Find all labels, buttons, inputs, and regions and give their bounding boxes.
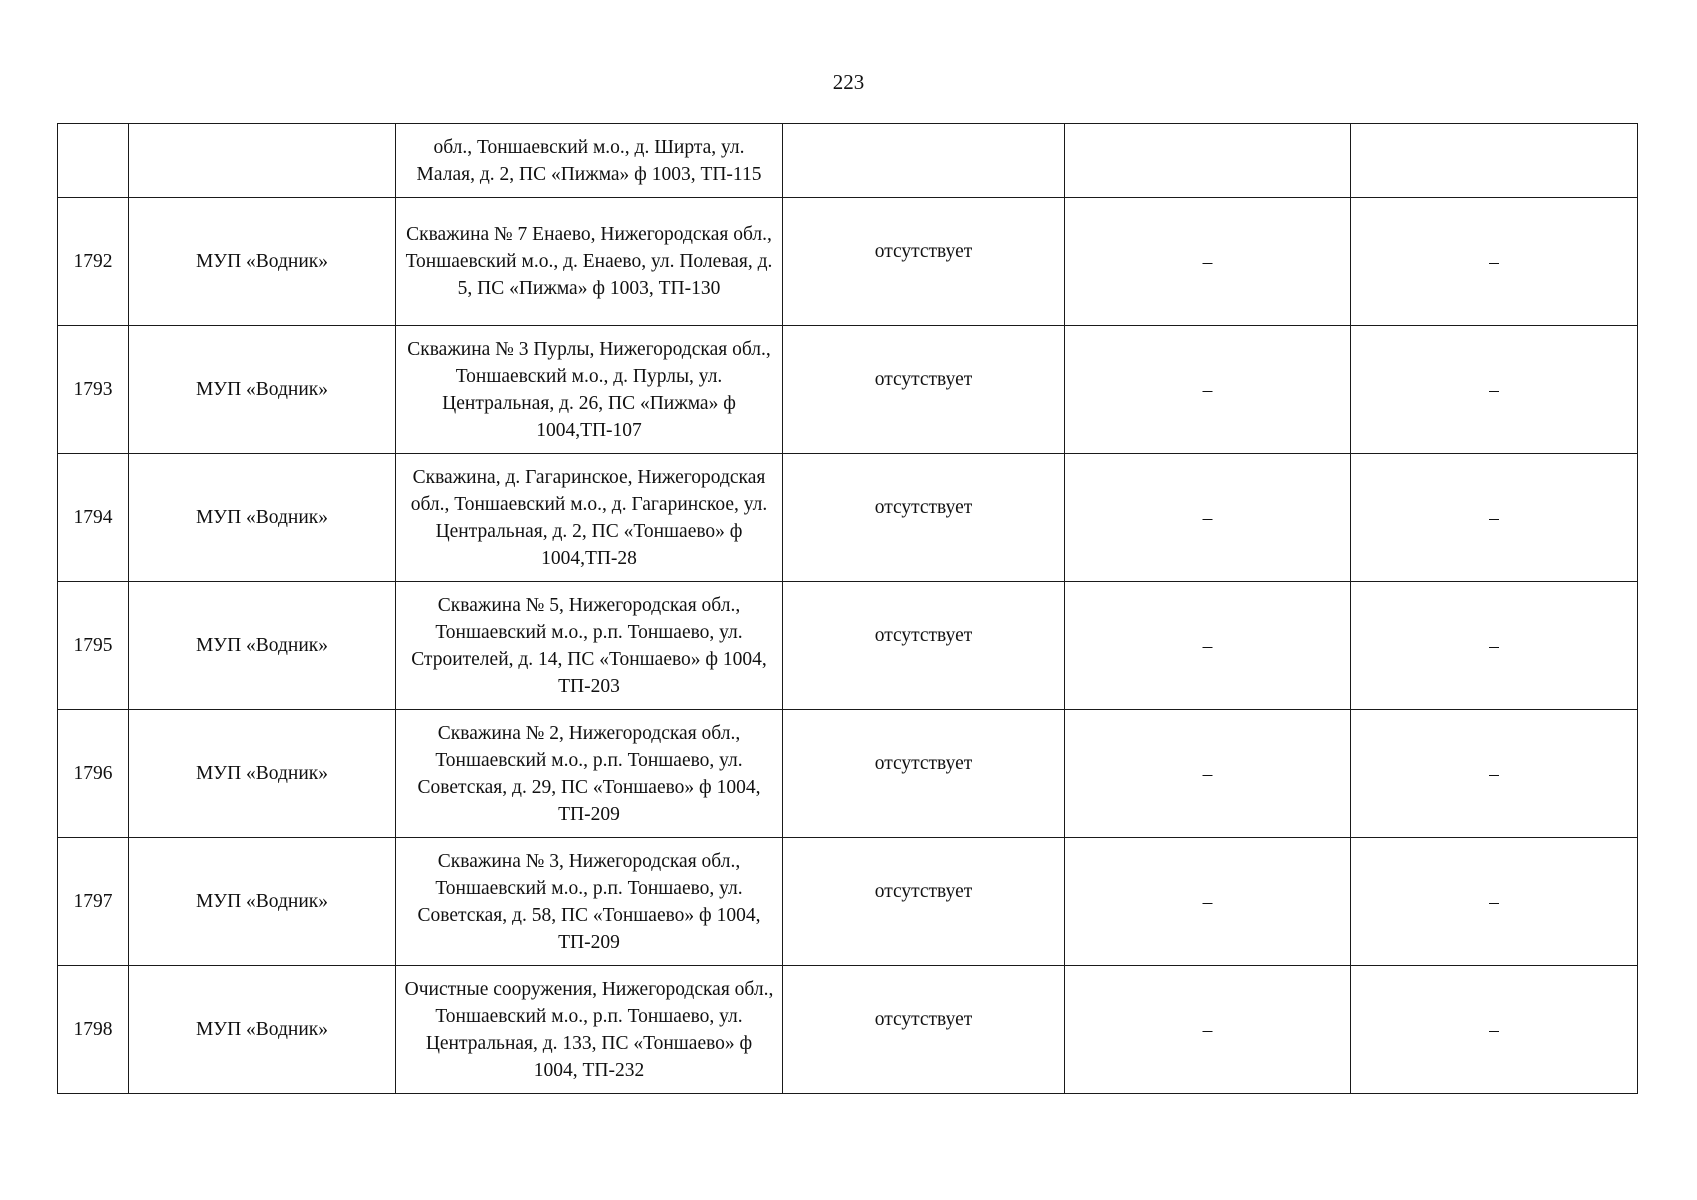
- cell-col5: [1065, 454, 1351, 582]
- cell-object: Скважина № 7 Енаево, Нижегородская обл., Тоншаевский м.о., д. Енаево, ул. Полевая, д. 5, ПС «Пижма» ф 1003, ТП-130: [396, 198, 783, 326]
- dash-text: –: [1202, 764, 1213, 785]
- cell-object: Скважина № 3, Нижегородская обл., Тоншаевский м.о., р.п. Тоншаево, ул. Советская, д. 58, ПС «Тоншаево» ф 1004, ТП-209: [396, 838, 783, 966]
- cell-status: [783, 966, 1065, 1094]
- cell-col6: [1351, 710, 1638, 838]
- status-text: отсутствует: [874, 241, 973, 262]
- cell-object: Очистные сооружения, Нижегородская обл., Тоншаевский м.о., р.п. Тоншаево, ул. Центральная, д. 133, ПС «Тоншаево» ф 1004, ТП-232: [396, 966, 783, 1094]
- cell-col6: [1351, 124, 1638, 198]
- table-row: [58, 326, 1638, 454]
- status-text: отсутствует: [874, 1009, 973, 1030]
- cell-col6: [1351, 966, 1638, 1094]
- table-row: [58, 198, 1638, 326]
- page-number: 223: [832, 70, 865, 94]
- cell-organization: МУП «Водник»: [129, 710, 396, 838]
- cell-number: 1797: [58, 838, 129, 966]
- dash-text: –: [1202, 252, 1213, 273]
- cell-object: обл., Тоншаевский м.о., д. Ширта, ул. Малая, д. 2, ПС «Пижма» ф 1003, ТП-115: [396, 124, 783, 198]
- dash-text: –: [1202, 892, 1213, 913]
- cell-status: [783, 124, 1065, 198]
- status-text: отсутствует: [874, 497, 973, 518]
- cell-number: 1795: [58, 582, 129, 710]
- cell-number: 1793: [58, 326, 129, 454]
- cell-col5: [1065, 124, 1351, 198]
- cell-status: [783, 326, 1065, 454]
- cell-organization: МУП «Водник»: [129, 838, 396, 966]
- cell-organization: МУП «Водник»: [129, 582, 396, 710]
- status-text: отсутствует: [874, 753, 973, 774]
- status-text: отсутствует: [874, 369, 973, 390]
- table-row: [58, 710, 1638, 838]
- dash-text: –: [1489, 380, 1499, 401]
- dash-text: –: [1489, 764, 1499, 785]
- cell-object: Скважина № 2, Нижегородская обл., Тоншаевский м.о., р.п. Тоншаево, ул. Советская, д. 29, ПС «Тоншаево» ф 1004, ТП-209: [396, 710, 783, 838]
- cell-status: [783, 710, 1065, 838]
- dash-text: –: [1489, 892, 1499, 913]
- registry-table-body: [58, 124, 1638, 1094]
- table-row-continued: [58, 124, 1638, 198]
- cell-number: 1794: [58, 454, 129, 582]
- dash-text: –: [1202, 636, 1213, 657]
- table-row: [58, 582, 1638, 710]
- cell-status: [783, 838, 1065, 966]
- status-text: отсутствует: [874, 881, 973, 902]
- dash-text: –: [1202, 380, 1213, 401]
- cell-status: [783, 582, 1065, 710]
- dash-text: –: [1202, 1020, 1213, 1041]
- table-row: [58, 454, 1638, 582]
- cell-col5: [1065, 838, 1351, 966]
- cell-col6: [1351, 838, 1638, 966]
- dash-text: –: [1489, 252, 1499, 273]
- cell-status: [783, 198, 1065, 326]
- cell-object: Скважина № 5, Нижегородская обл., Тоншаевский м.о., р.п. Тоншаево, ул. Строителей, д. 14, ПС «Тоншаево» ф 1004, ТП-203: [396, 582, 783, 710]
- cell-number: 1796: [58, 710, 129, 838]
- table-row: [58, 838, 1638, 966]
- dash-text: –: [1202, 508, 1213, 529]
- cell-number: 1792: [58, 198, 129, 326]
- cell-object: Скважина № 3 Пурлы, Нижегородская обл., Тоншаевский м.о., д. Пурлы, ул. Центральная, д. 26, ПС «Пижма» ф 1004,ТП-107: [396, 326, 783, 454]
- cell-organization: МУП «Водник»: [129, 326, 396, 454]
- status-text: отсутствует: [874, 625, 973, 646]
- cell-col6: [1351, 582, 1638, 710]
- cell-col5: [1065, 710, 1351, 838]
- cell-col6: [1351, 198, 1638, 326]
- cell-col5: [1065, 198, 1351, 326]
- cell-col5: [1065, 326, 1351, 454]
- table-row: [58, 966, 1638, 1094]
- registry-table: [57, 123, 1638, 1094]
- cell-organization: МУП «Водник»: [129, 966, 396, 1094]
- dash-text: –: [1489, 508, 1499, 529]
- cell-col6: [1351, 326, 1638, 454]
- cell-organization: МУП «Водник»: [129, 198, 396, 326]
- cell-number: 1798: [58, 966, 129, 1094]
- cell-object: Скважина, д. Гагаринское, Нижегородская обл., Тоншаевский м.о., д. Гагаринское, ул. Центральная, д. 2, ПС «Тоншаево» ф 1004,ТП-28: [396, 454, 783, 582]
- cell-status: [783, 454, 1065, 582]
- cell-col6: [1351, 454, 1638, 582]
- cell-col5: [1065, 582, 1351, 710]
- cell-number: [58, 124, 129, 198]
- dash-text: –: [1489, 1020, 1499, 1041]
- cell-organization: МУП «Водник»: [129, 454, 396, 582]
- cell-organization: [129, 124, 396, 198]
- dash-text: –: [1489, 636, 1499, 657]
- cell-col5: [1065, 966, 1351, 1094]
